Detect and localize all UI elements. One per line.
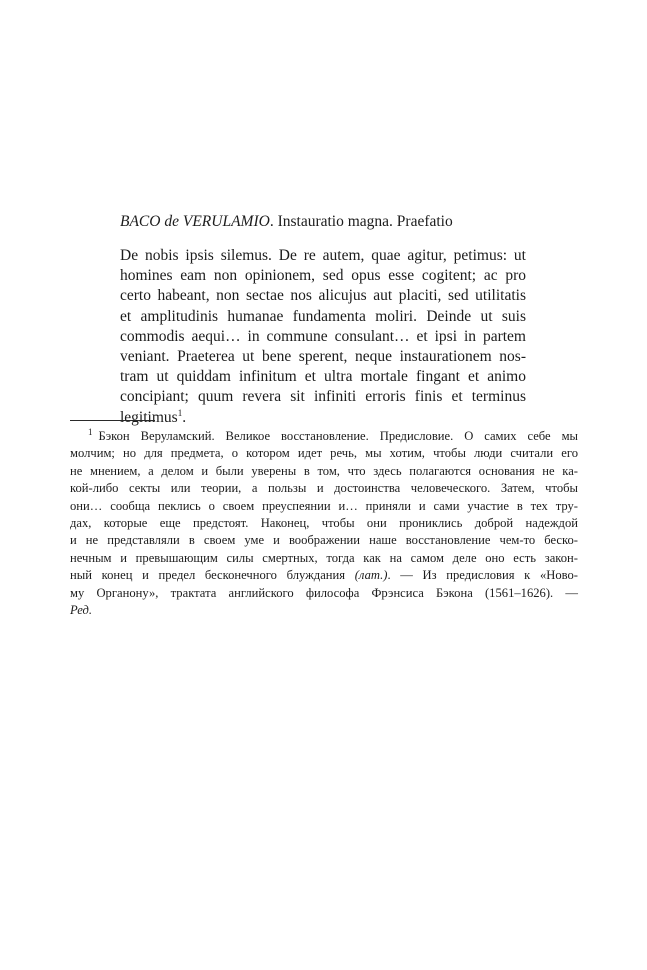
footnote-line: нечным и превышающим силы смертных, тогда как на самом деле оно есть закон- <box>70 550 578 565</box>
footnote-reference[interactable]: 1 <box>177 407 183 418</box>
footnote-line: не мнением, а делом и были уверены в том, что здесь полагаются основания не ка- <box>70 463 578 478</box>
language-note: (лат.) <box>354 568 388 583</box>
quote-line-text: legitimus <box>120 408 178 426</box>
footnote-line: дах, которые еще предстоят. Наконец, чтобы они прониклись доброй надеждой <box>70 516 578 531</box>
epigraph <box>120 212 526 428</box>
quote-line: De nobis ipsis silemus. De re autem, quae agitur, petimus: ut <box>120 247 526 264</box>
footnote-line <box>70 428 578 445</box>
footnote-line-text: Бэкон Веруламский. Великое восстановление. Предисловие. О самих себе мы <box>98 429 578 443</box>
footnote-line-text: ный конец и предел бесконечного блуждания <box>70 568 355 583</box>
quote-line: veniant. Praeterea ut bene sperent, neque instaurationem nos- <box>120 348 526 366</box>
footnote-line-text: . — Из предисловия к «Ново- <box>387 568 578 583</box>
quote-line: certo habeant, non sectae nos alicujus aut placiti, sed utilitatis <box>120 287 526 305</box>
footnote-line: кой-либо секты или теории, а пользы и достоинства человеческого. Затем, чтобы <box>70 481 578 496</box>
footnote-line: и не представляли в своем уме и воображении наше восстановление чем-то беско- <box>70 533 578 548</box>
footnote-line: они… сообща пеклись о своем преуспеянии и… приняли и сами участие в тех тру- <box>70 498 578 513</box>
editor-note: Ред. <box>70 603 93 618</box>
quote-line: commodis aequi… in commune consulant… et ipsi in partem <box>120 327 526 345</box>
quote-last-line: legitimus$^1$. <box>120 407 187 426</box>
epigraph-heading <box>120 212 526 232</box>
footnote-marker: 1 <box>88 426 93 437</box>
epigraph-author: BACO de VERULAMIO <box>120 213 270 230</box>
footnote-line: молчим; но для предмета, о котором идет речь, мы хотим, чтобы люди считали его <box>70 446 578 461</box>
epigraph-title: . Instauratio magna. Praefatio <box>269 213 453 230</box>
footnote-line <box>70 567 578 584</box>
epigraph-quote <box>120 246 526 428</box>
quote-line: et amplitudinis humanae fundamenta moliri. Deinde ut suis <box>120 307 526 325</box>
footnote <box>70 428 578 619</box>
quote-line: homines eam non opinionem, sed opus esse cogitent; ac pro <box>120 267 526 285</box>
quote-line: concipiant; quum revera sit infiniti erroris finis et terminus <box>120 388 526 406</box>
footnote-line: му Органону», трактата английского философа Фрэнсиса Бэкона (1561–1626). — <box>70 585 578 600</box>
footnote-divider <box>70 420 155 421</box>
quote-line: tram ut quiddam infinitum et ultra mortale fingant et animo <box>120 368 526 386</box>
footnote-line <box>70 602 578 619</box>
